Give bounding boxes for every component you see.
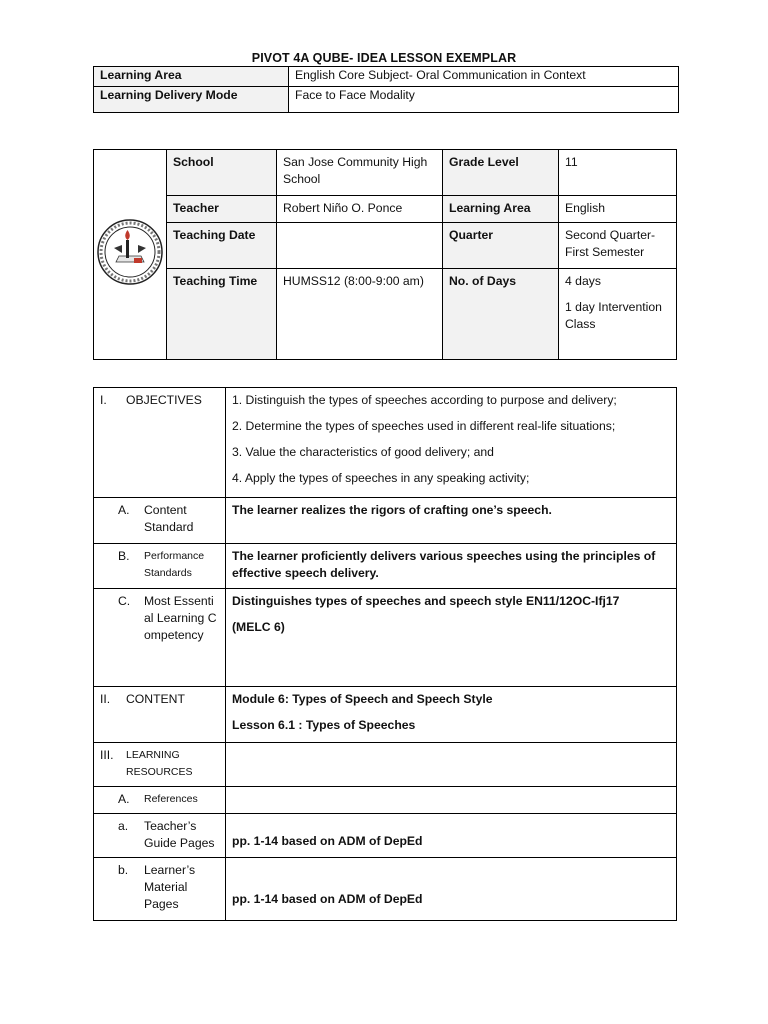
school-seal-icon: [96, 218, 164, 286]
resources-label: LEARNING RESOURCES: [126, 749, 193, 778]
page-title: PIVOT 4A QUBE- IDEA LESSON EXEMPLAR: [251, 51, 517, 65]
melc-value: Distinguishes types of speeches and speech style EN11/12OC-Ifj17: [232, 594, 620, 608]
objectives-label-cell: [94, 388, 226, 498]
objectives-label: OBJECTIVES: [126, 393, 202, 407]
table-row: [94, 858, 677, 921]
teachers-guide-value: pp. 1-14 based on ADM of DepEd: [226, 814, 677, 858]
grade-level-value: 11: [559, 150, 677, 196]
melc-code: (MELC 6): [232, 620, 285, 634]
references-label-cell: [94, 787, 226, 814]
references-label: References: [144, 793, 198, 805]
teachers-guide-label-cell: [94, 814, 226, 858]
objective-item: 3. Value the characteristics of good delivery; and: [232, 445, 494, 459]
table-row: [94, 196, 677, 223]
objectives-list: [226, 388, 677, 498]
table-row: [94, 67, 679, 87]
content-standard-label-cell: [94, 498, 226, 544]
teaching-time-value: HUMSS12 (8:00-9:00 am): [277, 269, 443, 360]
learners-material-value: pp. 1-14 based on ADM of DepEd: [226, 858, 677, 921]
lesson-table: [93, 387, 677, 921]
objective-item: 1. Distinguish the types of speeches according to purpose and delivery;: [232, 393, 617, 407]
objective-item: 2. Determine the types of speeches used in different real-life situations;: [232, 419, 616, 433]
learning-area-label: Learning Area: [94, 67, 289, 87]
teacher-label: Teacher: [167, 196, 277, 223]
table-row: [94, 498, 677, 544]
content-label: CONTENT: [126, 692, 185, 706]
header-table: [93, 66, 679, 113]
melc-label-cell: [94, 589, 226, 687]
content-number: II.: [100, 692, 111, 706]
objective-item: 4. Apply the types of speeches in any speaking activity;: [232, 471, 530, 485]
resources-number: III.: [100, 748, 114, 762]
learning-area-label: Learning Area: [443, 196, 559, 223]
content-standard-number: A.: [118, 503, 130, 517]
melc-number: C.: [118, 594, 131, 608]
table-row: [94, 814, 677, 858]
melc-value-cell: [226, 589, 677, 687]
quarter-label: Quarter: [443, 223, 559, 269]
performance-standard-label: Performance Standards: [144, 550, 205, 579]
resources-label-cell: [94, 743, 226, 787]
days-text: 4 days: [565, 274, 601, 288]
teaching-time-label: Teaching Time: [167, 269, 277, 360]
info-table: [93, 149, 677, 360]
learners-material-label: Learner’s Material Pages: [144, 863, 196, 911]
intervention-text: 1 day Intervention Class: [565, 300, 662, 331]
performance-standard-value: The learner proficiently delivers various speeches using the principles of effective speech delivery.: [226, 544, 677, 589]
performance-standard-label-cell: [94, 544, 226, 589]
table-row: [94, 388, 677, 498]
teaching-date-label: Teaching Date: [167, 223, 277, 269]
table-row: [94, 150, 677, 196]
school-value: San Jose Community High School: [277, 150, 443, 196]
grade-level-label: Grade Level: [443, 150, 559, 196]
quarter-value: Second Quarter-First Semester: [559, 223, 677, 269]
teachers-guide-number: a.: [118, 819, 129, 833]
teachers-guide-label: Teacher’s Guide Pages: [144, 819, 215, 850]
lesson-title: Lesson 6.1 : Types of Speeches: [232, 718, 416, 732]
delivery-mode-value: Face to Face Modality: [289, 87, 679, 113]
performance-standard-number: B.: [118, 549, 130, 563]
module-title: Module 6: Types of Speech and Speech Style: [232, 692, 493, 706]
references-value: [226, 787, 677, 814]
learning-area-value: English Core Subject- Oral Communication in Context: [289, 67, 679, 87]
table-row: [94, 687, 677, 743]
content-label-cell: [94, 687, 226, 743]
table-row: [94, 743, 677, 787]
melc-label: Most Essential Learning Competency: [144, 594, 217, 642]
content-value-cell: [226, 687, 677, 743]
content-standard-value: The learner realizes the rigors of crafting one’s speech.: [226, 498, 677, 544]
references-number: A.: [118, 792, 130, 806]
teaching-date-value: [277, 223, 443, 269]
table-row: [94, 269, 677, 360]
content-standard-label: Content Standard: [144, 503, 194, 534]
delivery-mode-label: Learning Delivery Mode: [94, 87, 289, 113]
table-row: [94, 223, 677, 269]
resources-value: [226, 743, 677, 787]
no-of-days-label: No. of Days: [443, 269, 559, 360]
learning-area-value: English: [559, 196, 677, 223]
objectives-number: I.: [100, 393, 107, 407]
teacher-value: Robert Niño O. Ponce: [277, 196, 443, 223]
table-row: [94, 787, 677, 814]
learners-material-label-cell: [94, 858, 226, 921]
table-row: [94, 87, 679, 113]
no-of-days-value: [559, 269, 677, 360]
school-label: School: [167, 150, 277, 196]
table-row: [94, 544, 677, 589]
table-row: [94, 589, 677, 687]
learners-material-number: b.: [118, 863, 129, 877]
school-logo-cell: [94, 150, 167, 360]
